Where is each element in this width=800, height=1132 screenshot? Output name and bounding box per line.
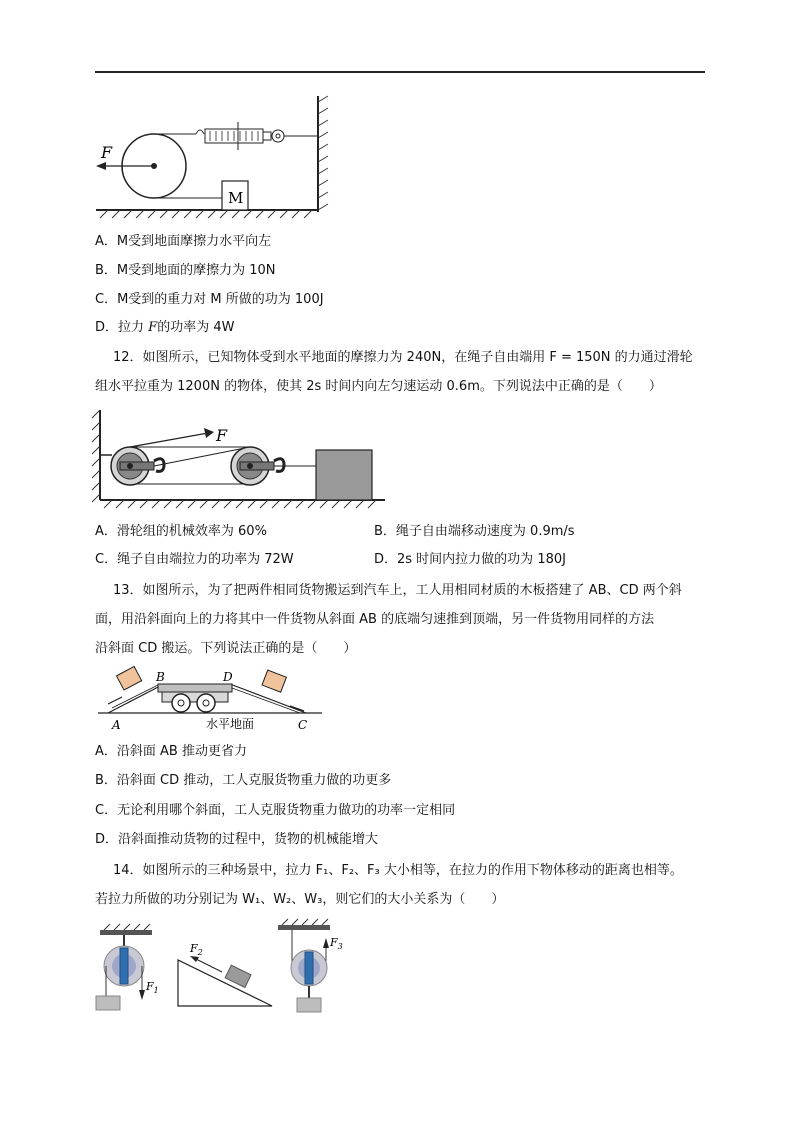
q14-f1-label [145, 980, 159, 995]
q11-block-label: M [228, 189, 244, 207]
q12-force-label: F [216, 426, 228, 445]
q12-stem-line1: 12．如图所示，已知物体受到水平地面的摩擦力为 240N，在绳子自由端用 F = 150N 的力通过滑轮 [113, 350, 693, 365]
q13-label-b: B [156, 670, 165, 684]
q13-label-a: A [112, 718, 121, 732]
q13-stem-line2: 面，用沿斜面向上的力将其中一件货物从斜面 AB 的底端匀速推到顶端，另一件货物用同样的方法 [95, 612, 655, 627]
q12-option-b: B．绳子自由端移动速度为 0.9m/s [374, 524, 575, 539]
q12-option-a: A．滑轮组的机械效率为 60% [95, 524, 267, 539]
q11-force-label: F [101, 143, 113, 162]
q11-option-d-suffix: 的功率为 4W [157, 320, 235, 335]
q13-stem-line1: 13．如图所示，为了把两件相同货物搬运到汽车上，工人用相同材质的木板搭建了 AB、CD 两个斜 [113, 583, 682, 598]
q14-f2-letter: F [190, 942, 198, 955]
q12-stem-line2: 组水平拉重为 1200N 的物体，使其 2s 时间内向左匀速运动 0.6m。下列说法中正确的是（ ） [95, 379, 662, 394]
q13-option-c: C．无论利用哪个斜面，工人克服货物重力做功的功率一定相同 [95, 803, 456, 818]
q14-f3-letter: F [330, 936, 338, 949]
q13-option-d: D．沿斜面推动货物的过程中，货物的机械能增大 [95, 832, 379, 847]
q14-stem-line1: 14．如图所示的三种场景中，拉力 F₁、F₂、F₃ 大小相等，在拉力的作用下物体移动的距离也相等。 [113, 863, 683, 878]
q14-f2-label [189, 942, 203, 957]
q14-f3-sub: 3 [337, 942, 343, 951]
q14-f3-label [329, 936, 343, 951]
q13-ground-label: 水平地面 [206, 717, 255, 731]
q14-f2-sub: 2 [197, 948, 203, 957]
q13-label-d: D [223, 670, 233, 684]
q12-option-d: D．2s 时间内拉力做的功为 180J [374, 552, 566, 567]
q14-f1-sub: 1 [153, 986, 159, 995]
q13-stem-line3: 沿斜面 CD 搬运。下列说法正确的是（ ） [95, 641, 357, 656]
q13-option-b: B．沿斜面 CD 推动，工人克服货物重力做的功更多 [95, 773, 392, 788]
q12-option-c: C．绳子自由端拉力的功率为 72W [95, 552, 294, 567]
q13-label-c: C [298, 718, 308, 732]
q11-option-c: C．M受到的重力对 M 所做的功为 100J [95, 292, 324, 307]
q11-option-a: A．M受到地面摩擦力水平向左 [95, 234, 272, 249]
q11-option-d-var: F [148, 320, 158, 335]
q14-f1-letter: F [146, 980, 154, 993]
q11-option-b: B．M受到地面的摩擦力为 10N [95, 263, 276, 278]
q11-option-d-prefix: D．拉力 [95, 320, 149, 335]
q13-option-a: A．沿斜面 AB 推动更省力 [95, 744, 247, 759]
q14-stem-line2: 若拉力所做的功分别记为 W₁、W₂、W₃，则它们的大小关系为（ ） [95, 892, 505, 907]
